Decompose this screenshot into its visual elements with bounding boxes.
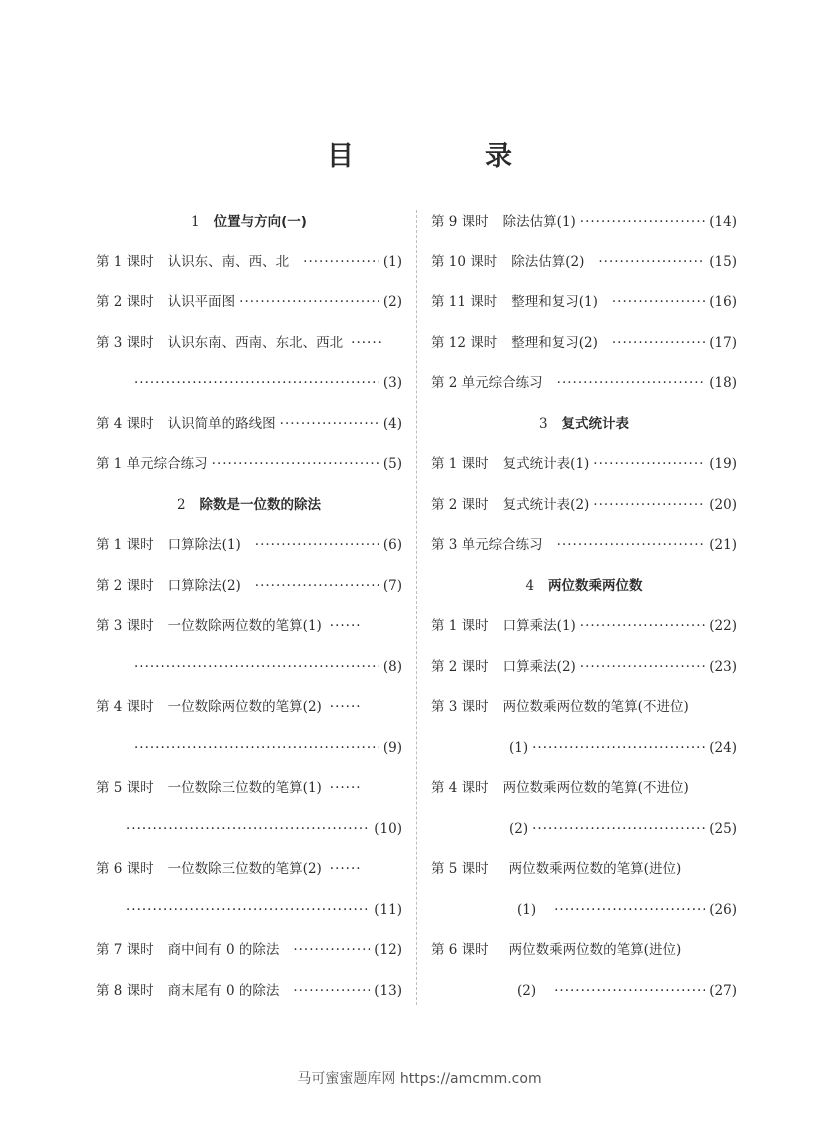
section-heading: [96, 493, 402, 517]
lesson-title: 一位数除两位数的笔算(1): [167, 618, 322, 634]
toc-entry[interactable]: [431, 371, 737, 395]
leader-dots: [580, 210, 705, 234]
lesson-number: 第 9 课时: [431, 214, 489, 230]
toc-entry[interactable]: [431, 331, 737, 355]
section-number: 3: [538, 416, 548, 432]
leader-dots: [554, 898, 705, 922]
toc-entry[interactable]: [431, 290, 737, 314]
leader-dots: [126, 817, 370, 841]
toc-entry[interactable]: [431, 776, 737, 800]
lesson-number: 第 5 课时: [431, 861, 489, 877]
leader-dots: [255, 533, 379, 557]
page-number: (20): [709, 497, 737, 513]
page-number: (21): [709, 537, 737, 553]
toc-entry[interactable]: [431, 533, 737, 557]
lesson-title: 口算乘法(1): [502, 618, 576, 634]
leader-dots: [532, 817, 705, 841]
lesson-title: 除法估算(2): [511, 254, 585, 270]
lesson-number: 第 10 课时: [431, 254, 498, 270]
leader-dots: ······: [329, 618, 362, 634]
section-heading: [431, 412, 737, 436]
lesson-title: 口算除法(2): [167, 578, 241, 594]
leader-dots: [239, 290, 379, 314]
page-number: (22): [709, 618, 737, 634]
leader-dots: [557, 371, 706, 395]
page-number: (10): [374, 821, 402, 837]
toc-entry-continuation: [134, 736, 402, 760]
lesson-title: 认识平面图: [167, 294, 236, 310]
leader-dots: [255, 574, 379, 598]
page-number: (9): [382, 740, 402, 756]
leader-dots: [612, 290, 705, 314]
lesson-number: 第 5 课时: [96, 780, 154, 796]
leader-dots: [134, 736, 379, 760]
lesson-title: 两位数乘两位数的笔算(进位): [508, 942, 682, 958]
lesson-number: 第 4 课时: [96, 416, 154, 432]
lesson-number: 第 6 课时: [431, 942, 489, 958]
page-number: (24): [709, 740, 737, 756]
toc-entry[interactable]: [431, 210, 737, 234]
lesson-number: 第 1 课时: [96, 537, 154, 553]
lesson-number: 第 12 课时: [431, 335, 498, 351]
section-heading: [431, 574, 737, 598]
page-number: (2): [382, 294, 402, 310]
lesson-title: 整理和复习(1): [511, 294, 598, 310]
leader-dots: [554, 979, 705, 1003]
lesson-title: 认识简单的路线图: [167, 416, 276, 432]
lesson-number: 第 1 课时: [96, 254, 154, 270]
page-number: (6): [382, 537, 402, 553]
toc-entry[interactable]: [96, 938, 402, 962]
section-name: 除数是一位数的除法: [199, 497, 322, 513]
section-heading: [96, 210, 402, 234]
lesson-number: 第 4 课时: [96, 699, 154, 715]
lesson-part: (2): [509, 821, 529, 837]
leader-dots: ······: [329, 780, 362, 796]
lesson-title: 复式统计表(2): [502, 497, 590, 513]
lesson-title: 商末尾有 0 的除法: [167, 983, 280, 999]
leader-dots: [593, 493, 705, 517]
lesson-title: 一位数除两位数的笔算(2): [167, 699, 322, 715]
toc-entry[interactable]: [431, 452, 737, 476]
leader-dots: [212, 452, 379, 476]
toc-entry[interactable]: [431, 695, 737, 719]
lesson-number: 第 1 课时: [431, 456, 489, 472]
lesson-number: 第 2 课时: [431, 497, 489, 513]
lesson-title: 认识东、南、西、北: [167, 254, 290, 270]
toc-entry-continuation: [517, 979, 737, 1003]
toc-entry[interactable]: [431, 938, 737, 962]
lesson-number: 第 6 课时: [96, 861, 154, 877]
page-number: (23): [709, 659, 737, 675]
lesson-title: 复式统计表(1): [502, 456, 590, 472]
page-number: (18): [709, 375, 737, 391]
section-number: 1: [191, 214, 200, 230]
lesson-number: 第 2 课时: [431, 659, 489, 675]
toc-entry-continuation: [126, 817, 402, 841]
lesson-number: 第 11 课时: [431, 294, 498, 310]
toc-entry[interactable]: [96, 331, 402, 355]
lesson-number: 第 3 课时: [431, 699, 489, 715]
lesson-number: 第 3 课时: [96, 618, 154, 634]
page-number: (1): [382, 254, 402, 270]
page-number: (15): [709, 254, 737, 270]
lesson-number: 第 2 课时: [96, 294, 154, 310]
toc-entry[interactable]: [96, 695, 402, 719]
page-number: (11): [374, 902, 402, 918]
page-number: (26): [709, 902, 737, 918]
lesson-part: (1): [509, 740, 529, 756]
lesson-number: 第 3 课时: [96, 335, 154, 351]
lesson-title: 口算除法(1): [167, 537, 241, 553]
toc-entry[interactable]: [431, 857, 737, 881]
section-name: 复式统计表: [561, 416, 630, 432]
lesson-title: 两位数乘两位数的笔算(不进位): [502, 780, 689, 796]
unit-review-title: 第 2 单元综合练习: [431, 375, 543, 391]
page-number: (25): [709, 821, 737, 837]
toc-entry[interactable]: [431, 250, 737, 274]
toc-entry[interactable]: [96, 776, 402, 800]
unit-review-title: 第 3 单元综合练习: [431, 537, 543, 553]
lesson-title: 整理和复习(2): [511, 335, 598, 351]
section-name: 位置与方向(一): [213, 214, 307, 230]
lesson-title: 一位数除三位数的笔算(2): [167, 861, 322, 877]
toc-entry[interactable]: [96, 452, 402, 476]
leader-dots: [612, 331, 705, 355]
leader-dots: [598, 250, 705, 274]
lesson-title: 两位数乘两位数的笔算(进位): [508, 861, 682, 877]
section-number: 2: [176, 497, 186, 513]
lesson-title: 口算乘法(2): [502, 659, 576, 675]
toc-entry[interactable]: [96, 290, 402, 314]
page-number: (14): [709, 214, 737, 230]
lesson-number: 第 2 课时: [96, 578, 154, 594]
page-number: (8): [382, 659, 402, 675]
page-number: (3): [382, 375, 402, 391]
page-number: (13): [374, 983, 402, 999]
leader-dots: [532, 736, 705, 760]
leader-dots: [580, 655, 705, 679]
footer-watermark: 马可蜜蜜题库网 https://amcmm.com: [297, 1071, 542, 1087]
leader-dots: [557, 533, 706, 557]
leader-dots: [303, 250, 379, 274]
leader-dots: [126, 898, 370, 922]
page-number: (17): [709, 335, 737, 351]
lesson-title: 认识东南、西南、东北、西北: [167, 335, 344, 351]
page-number: (12): [374, 942, 402, 958]
leader-dots: [580, 614, 705, 638]
leader-dots: ······: [329, 699, 362, 715]
lesson-title: 两位数乘两位数的笔算(不进位): [502, 699, 689, 715]
toc-entry-continuation: [517, 898, 737, 922]
toc-entry[interactable]: [96, 857, 402, 881]
leader-dots: [293, 979, 370, 1003]
lesson-number: 第 7 课时: [96, 942, 154, 958]
page-number: (7): [382, 578, 402, 594]
lesson-number: 第 8 课时: [96, 983, 154, 999]
page-number: (27): [709, 983, 737, 999]
toc-entry[interactable]: [431, 493, 737, 517]
toc-entry[interactable]: [96, 533, 402, 557]
leader-dots: [280, 412, 379, 436]
page-number: (16): [709, 294, 737, 310]
leader-dots: [293, 938, 370, 962]
page-number: (5): [382, 456, 402, 472]
toc-entry-continuation: [509, 736, 737, 760]
toc-entry[interactable]: [431, 614, 737, 638]
unit-review-title: 第 1 单元综合练习: [96, 456, 208, 472]
leader-dots: ······: [329, 861, 362, 877]
leader-dots: [593, 452, 705, 476]
lesson-number: 第 1 课时: [431, 618, 489, 634]
toc-entry-continuation: [126, 898, 402, 922]
page-title: 目 录: [327, 141, 564, 172]
lesson-part: (2): [517, 983, 537, 999]
page-number: (19): [709, 456, 737, 472]
leader-dots: [134, 371, 379, 395]
toc-entry[interactable]: [96, 574, 402, 598]
toc-entry-continuation: [509, 817, 737, 841]
toc-entry-continuation: [134, 655, 402, 679]
lesson-number: 第 4 课时: [431, 780, 489, 796]
section-number: 4: [525, 578, 535, 594]
leader-dots: ······: [351, 335, 383, 351]
toc-entry[interactable]: [96, 614, 402, 638]
lesson-title: 一位数除三位数的笔算(1): [167, 780, 322, 796]
toc-entry-continuation: [134, 371, 402, 395]
toc-entry[interactable]: [96, 979, 402, 1003]
page-number: (4): [382, 416, 402, 432]
section-name: 两位数乘两位数: [548, 578, 643, 594]
lesson-part: (1): [517, 902, 537, 918]
leader-dots: [134, 655, 379, 679]
lesson-title: 除法估算(1): [502, 214, 576, 230]
toc-entry[interactable]: [96, 250, 402, 274]
toc-entry[interactable]: [96, 412, 402, 436]
column-divider: [416, 210, 417, 1005]
toc-entry[interactable]: [431, 655, 737, 679]
lesson-title: 商中间有 0 的除法: [167, 942, 280, 958]
